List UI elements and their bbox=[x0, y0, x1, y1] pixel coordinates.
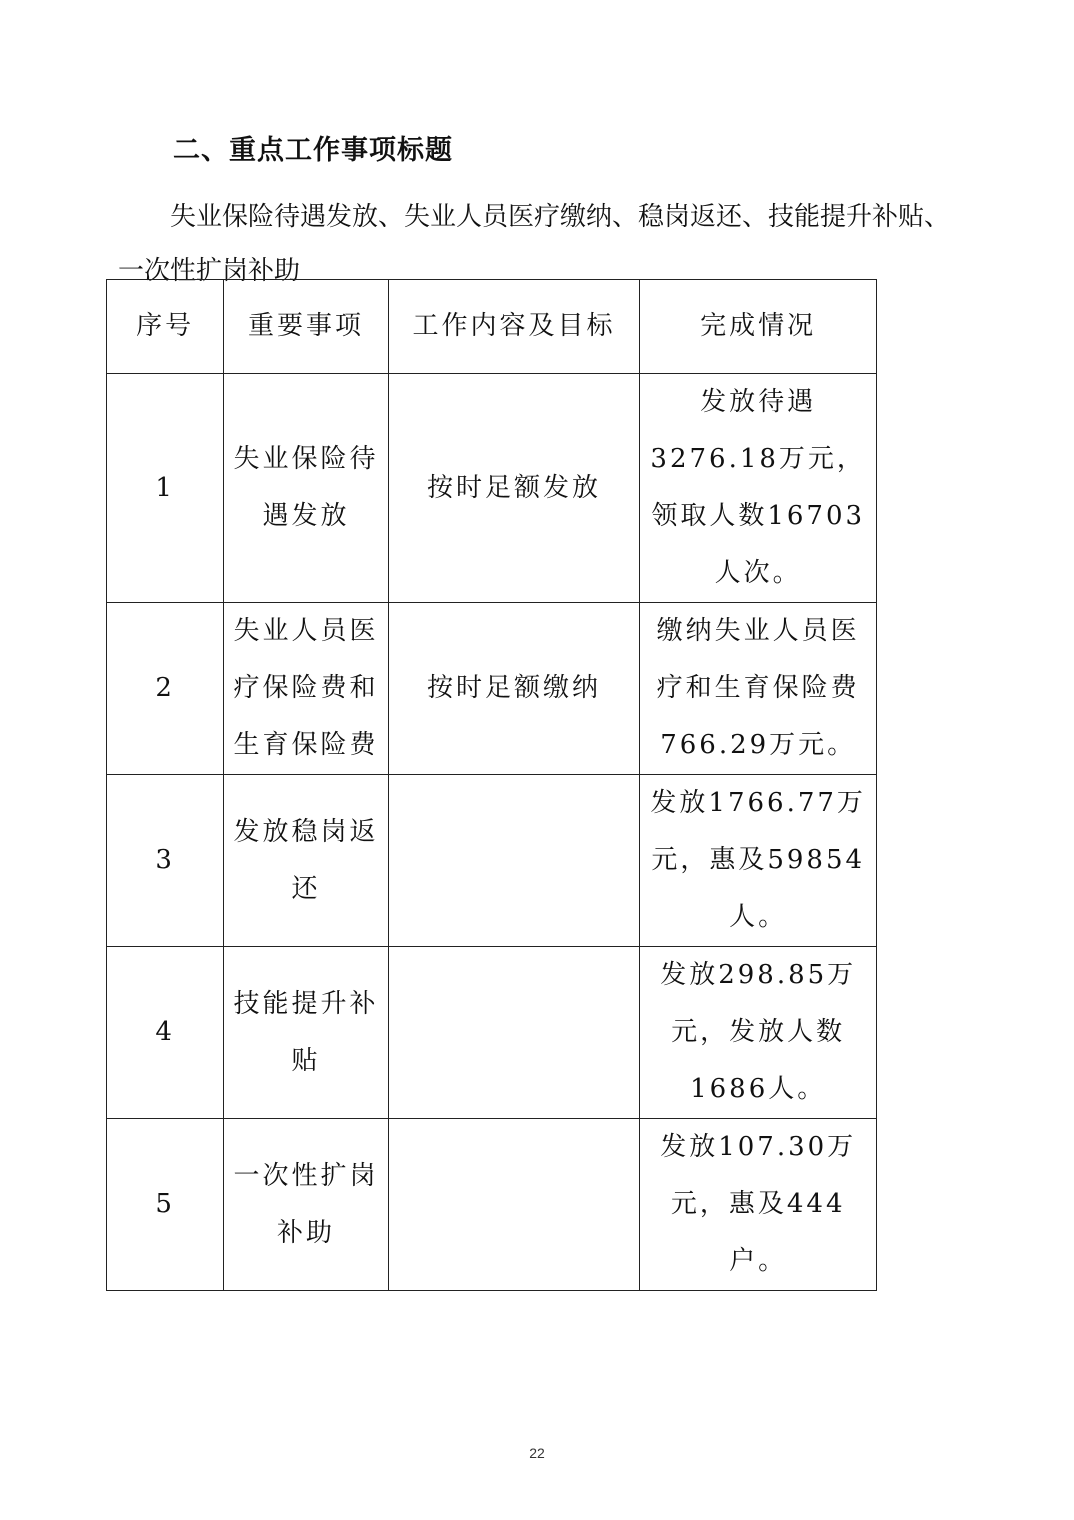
cell-key-item: 技能提升补贴 bbox=[224, 947, 388, 1119]
section-heading: 二、重点工作事项标题 bbox=[173, 135, 453, 166]
cell-work-content-goal bbox=[388, 775, 640, 947]
cell-completion-status: 发放298.85万元，发放人数1686人。 bbox=[640, 947, 877, 1119]
table-row bbox=[107, 603, 877, 775]
table-row bbox=[107, 374, 877, 603]
cell-work-content-goal: 按时足额缴纳 bbox=[388, 603, 640, 775]
cell-serial-number: 3 bbox=[107, 775, 224, 947]
cell-completion-status: 发放1766.77万元，惠及59854人。 bbox=[640, 775, 877, 947]
cell-serial-number: 2 bbox=[107, 603, 224, 775]
cell-key-item: 失业保险待遇发放 bbox=[224, 374, 388, 603]
cell-key-item: 发放稳岗返还 bbox=[224, 775, 388, 947]
cell-key-item: 失业人员医疗保险费和生育保险费 bbox=[224, 603, 388, 775]
header-serial-number: 序号 bbox=[107, 280, 224, 374]
cell-serial-number: 5 bbox=[107, 1119, 224, 1291]
cell-serial-number: 1 bbox=[107, 374, 224, 603]
cell-work-content-goal bbox=[388, 1119, 640, 1291]
table-row bbox=[107, 947, 877, 1119]
page-number: 22 bbox=[529, 1445, 545, 1461]
table-row bbox=[107, 775, 877, 947]
table-header-row bbox=[107, 280, 877, 374]
key-work-items-table bbox=[106, 279, 877, 1291]
intro-paragraph: 失业保险待遇发放、失业人员医疗缴纳、稳岗返还、技能提升补贴、一次性扩岗补助 bbox=[118, 202, 951, 286]
header-key-item: 重要事项 bbox=[224, 280, 388, 374]
cell-completion-status: 发放待遇3276.18万元，领取人数16703人次。 bbox=[640, 374, 877, 603]
header-work-content-goal: 工作内容及目标 bbox=[388, 280, 640, 374]
cell-work-content-goal bbox=[388, 947, 640, 1119]
table-row bbox=[107, 1119, 877, 1291]
cell-completion-status: 缴纳失业人员医疗和生育保险费766.29万元。 bbox=[640, 603, 877, 775]
cell-work-content-goal: 按时足额发放 bbox=[388, 374, 640, 603]
cell-key-item: 一次性扩岗补助 bbox=[224, 1119, 388, 1291]
cell-serial-number: 4 bbox=[107, 947, 224, 1119]
header-completion-status: 完成情况 bbox=[640, 280, 877, 374]
cell-completion-status: 发放107.30万元，惠及444户。 bbox=[640, 1119, 877, 1291]
